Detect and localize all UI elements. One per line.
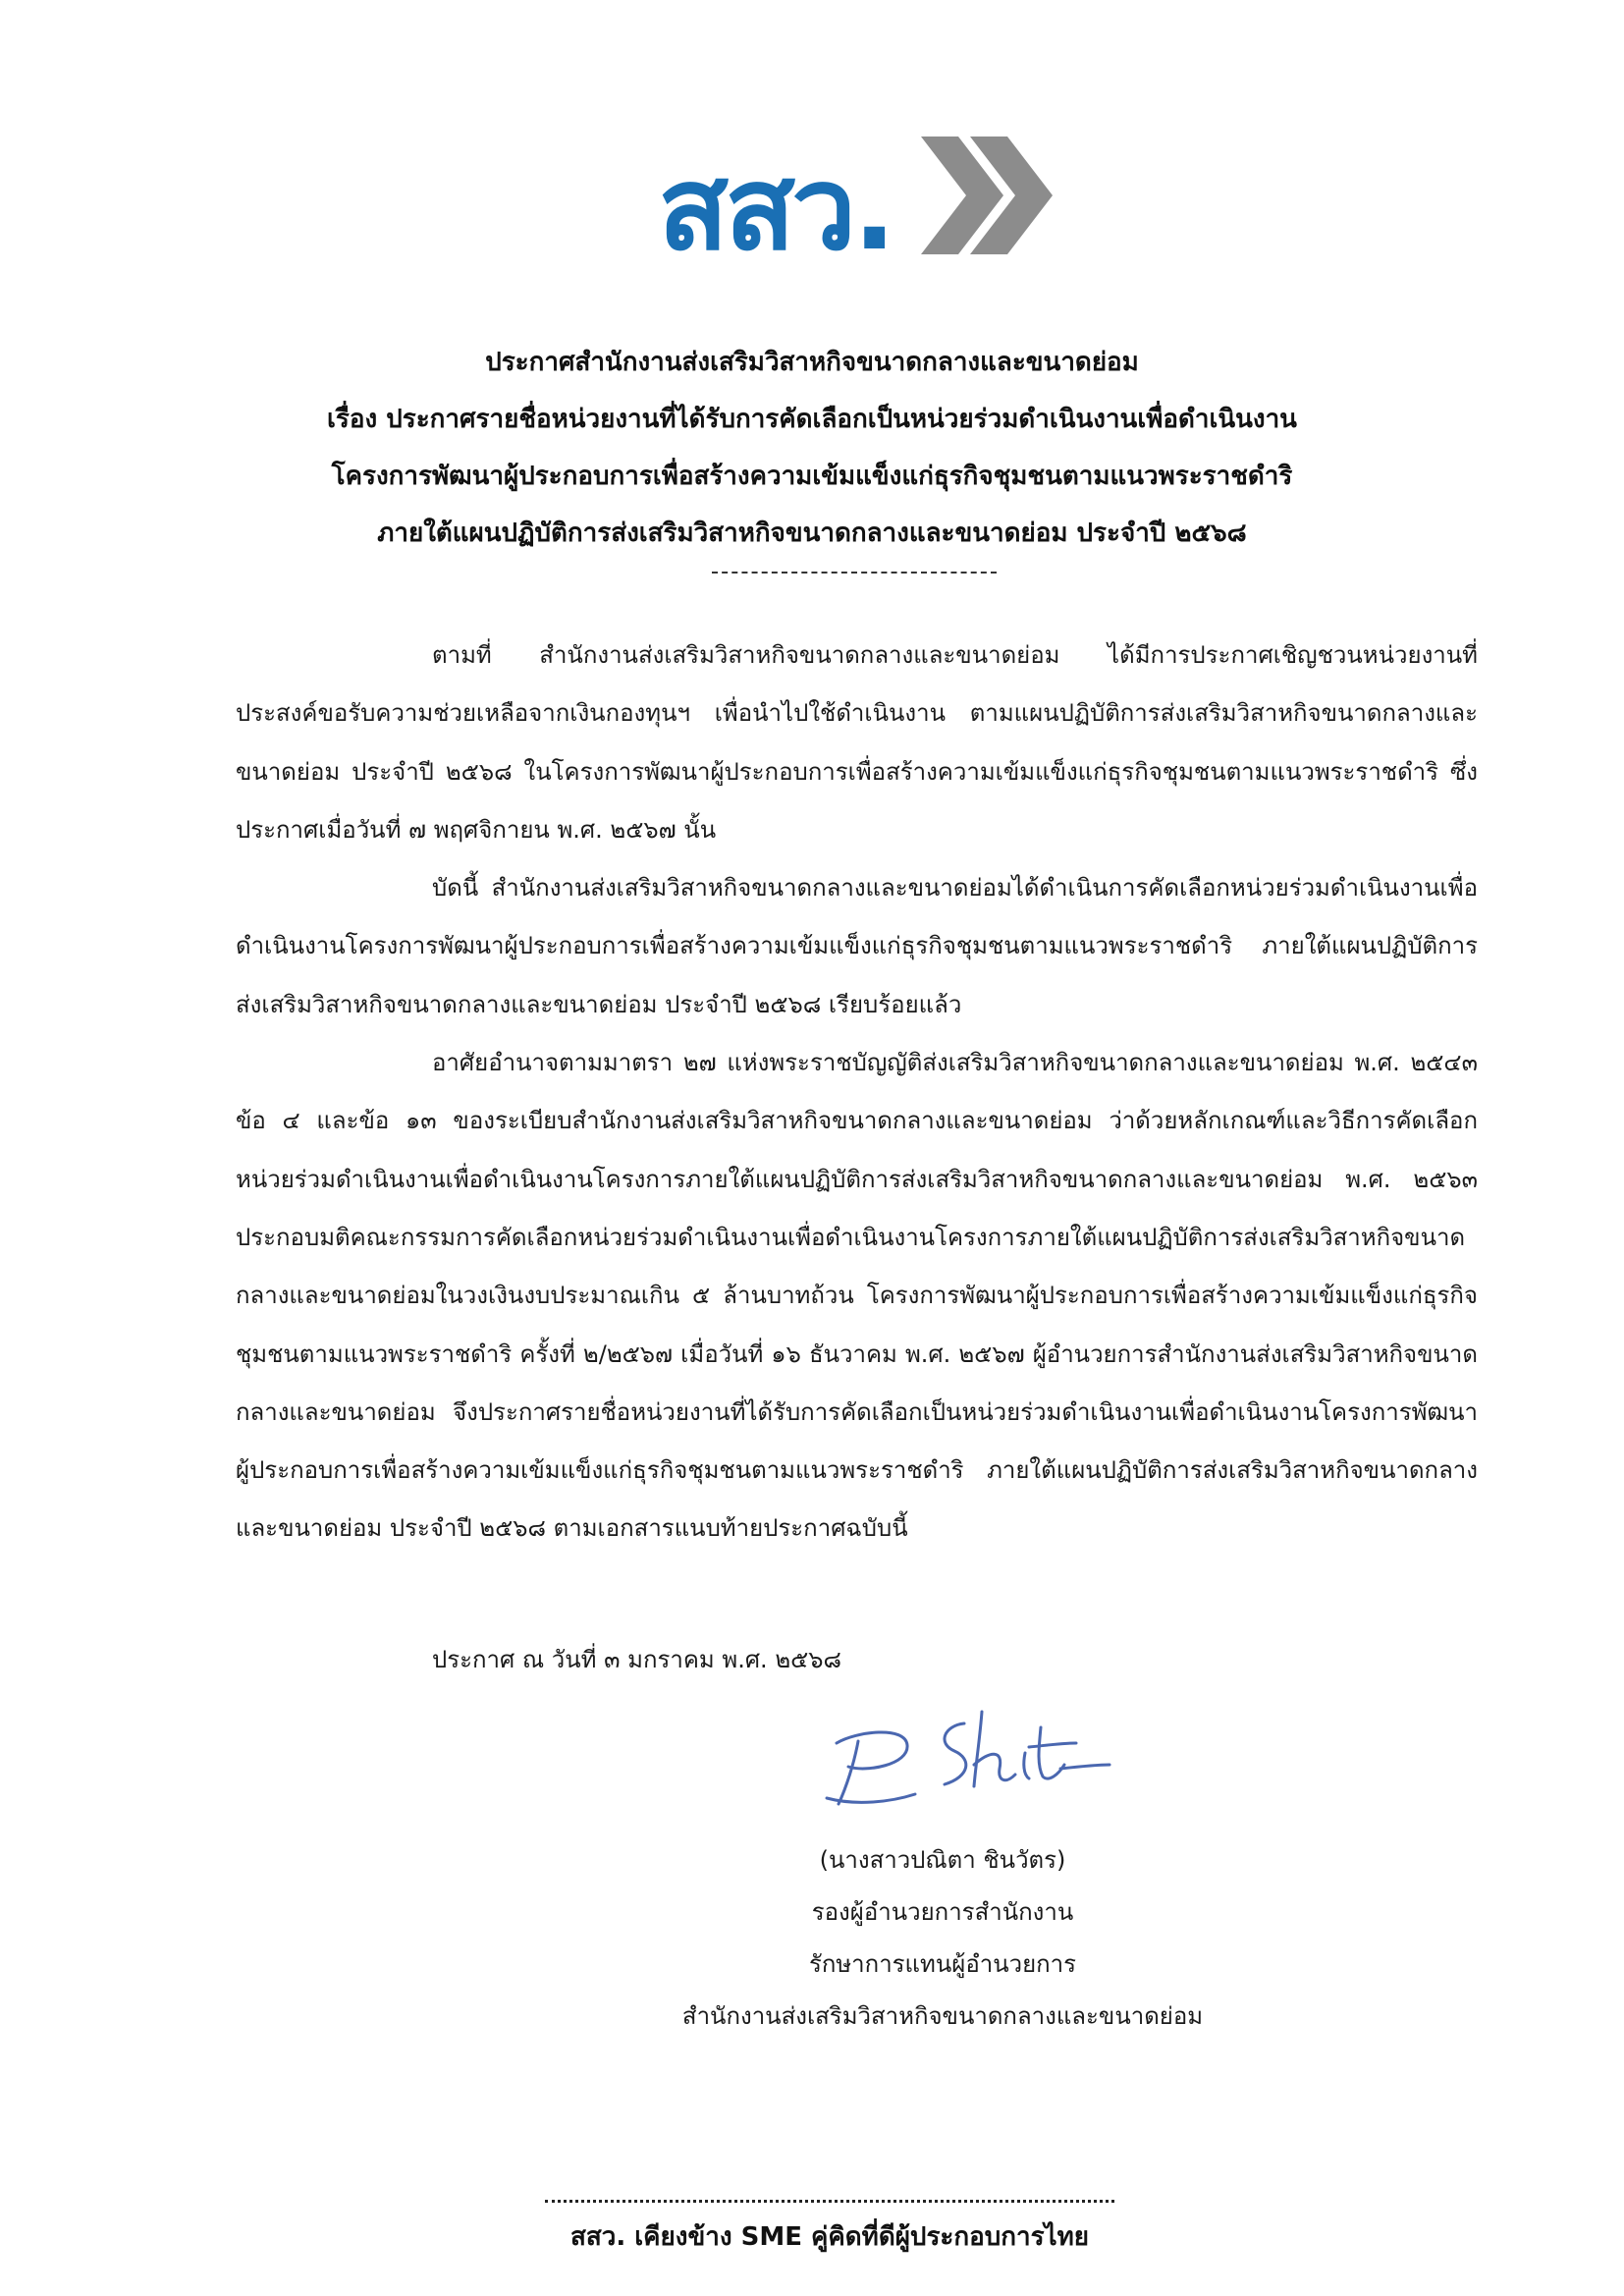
- signer-name: (นางสาวปณิตา ชินวัตร): [819, 1846, 1066, 1874]
- body-paragraph: ตามที่ สำนักงานส่งเสริมวิสาหกิจขนาดกลางและขนาดย่อม ได้มีการประกาศเชิญชวนหน่วยงานที่ประสงค์ขอรับความช่วยเหลือจากเงินกองทุนฯ เพื่อนำไปใช้ดำเนินงาน ตามแผนปฏิบัติการส่งเสริมวิสาหกิจขนาดกลางและขนาดย่อม ประจำปี ๒๕๖๘ ในโครงการพัฒนาผู้ประกอบการเพื่อสร้างความเข้มแข็งแก่ธุรกิจชุมชนตามแนวพระราชดำริ ซึ่งประกาศเมื่อวันที่ ๗ พฤศจิกายน พ.ศ. ๒๕๖๗ นั้น: [236, 641, 1478, 844]
- osmep-logo: [658, 123, 1090, 290]
- osmep-logo-graphic: [658, 123, 1090, 290]
- heading-title: ประกาศสำนักงานส่งเสริมวิสาหกิจขนาดกลางและขนาดย่อม: [485, 348, 1139, 377]
- signer-organization: สำนักงานส่งเสริมวิสาหกิจขนาดกลางและขนาดย่อม: [681, 2002, 1204, 2030]
- signer-acting: รักษาการแทนผู้อำนวยการ: [808, 1950, 1077, 1978]
- footer-slogan: สสว. เคียงข้าง SME คู่คิดที่ดีผู้ประกอบการไทย: [570, 2222, 1089, 2252]
- signer-title: รองผู้อำนวยการสำนักงาน: [811, 1898, 1074, 1926]
- osmep-logo-text: สสว.: [658, 140, 893, 276]
- announcement-heading: [147, 334, 1477, 562]
- heading-divider: [712, 572, 997, 574]
- handwritten-signature: [797, 1704, 1121, 1812]
- body-paragraph: บัดนี้ สำนักงานส่งเสริมวิสาหกิจขนาดกลางและขนาดย่อมได้ดำเนินการคัดเลือกหน่วยร่วมดำเนินงานเพื่อดำเนินงานโครงการพัฒนาผู้ประกอบการเพื่อสร้างความเข้มแข็งแก่ธุรกิจชุมชนตามแนวพระราชดำริ ภายใต้แผนปฏิบัติการส่งเสริมวิสาหกิจขนาดกลางและขนาดย่อม ประจำปี ๒๕๖๘ เรียบร้อยแล้ว: [236, 874, 1478, 1018]
- announcement-date: ประกาศ ณ วันที่ ๓ มกราคม พ.ศ. ๒๕๖๘: [432, 1646, 842, 1673]
- heading-project: โครงการพัฒนาผู้ประกอบการเพื่อสร้างความเข้มแข็งแก่ธุรกิจชุมชนตามแนวพระราชดำริ: [331, 462, 1293, 491]
- announcement-body: [236, 627, 1478, 1558]
- double-chevron-right-icon: [921, 137, 1053, 254]
- footer-divider: [545, 2200, 1114, 2203]
- signature-graphic: [797, 1704, 1121, 1812]
- heading-subject: เรื่อง ประกาศรายชื่อหน่วยงานที่ได้รับการคัดเลือกเป็นหน่วยร่วมดำเนินงานเพื่อดำเนินงาน: [327, 405, 1297, 434]
- signer-block: [569, 1834, 1316, 2043]
- body-paragraph: อาศัยอำนาจตามมาตรา ๒๗ แห่งพระราชบัญญัติส่งเสริมวิสาหกิจขนาดกลางและขนาดย่อม พ.ศ. ๒๕๔๓ ข้อ ๔ และข้อ ๑๓ ของระเบียบสำนักงานส่งเสริมวิสาหกิจขนาดกลางและขนาดย่อม ว่าด้วยหลักเกณฑ์และวิธีการคัดเลือกหน่วยร่วมดำเนินงานเพื่อดำเนินงานโครงการภายใต้แผนปฏิบัติการส่งเสริมวิสาหกิจขนาดกลางและขนาดย่อม พ.ศ. ๒๕๖๓ ประกอบมติคณะกรรมการคัดเลือกหน่วยร่วมดำเนินงานเพื่อดำเนินงานโครงการภายใต้แผนปฏิบัติการส่งเสริมวิสาหกิจขนาดกลางและขนาดย่อมในวงเงินงบประมาณเกิน ๕ ล้านบาทถ้วน โครงการพัฒนาผู้ประกอบการเพื่อสร้างความเข้มแข็งแก่ธุรกิจชุมชนตามแนวพระราชดำริ ครั้งที่ ๒/๒๕๖๗ เมื่อวันที่ ๑๖ ธันวาคม พ.ศ. ๒๕๖๗ ผู้อำนวยการสำนักงานส่งเสริมวิสาหกิจขนาดกลางและขนาดย่อม จึงประกาศรายชื่อหน่วยงานที่ได้รับการคัดเลือกเป็นหน่วยร่วมดำเนินงานเพื่อดำเนินงานโครงการพัฒนาผู้ประกอบการเพื่อสร้างความเข้มแข็งแก่ธุรกิจชุมชนตามแนวพระราชดำริ ภายใต้แผนปฏิบัติการส่งเสริมวิสาหกิจขนาดกลางและขนาดย่อม ประจำปี ๒๕๖๘ ตามเอกสารแนบท้ายประกาศฉบับนี้: [236, 1049, 1478, 1543]
- heading-plan: ภายใต้แผนปฏิบัติการส่งเสริมวิสาหกิจขนาดกลางและขนาดย่อม ประจำปี ๒๕๖๘: [377, 519, 1247, 548]
